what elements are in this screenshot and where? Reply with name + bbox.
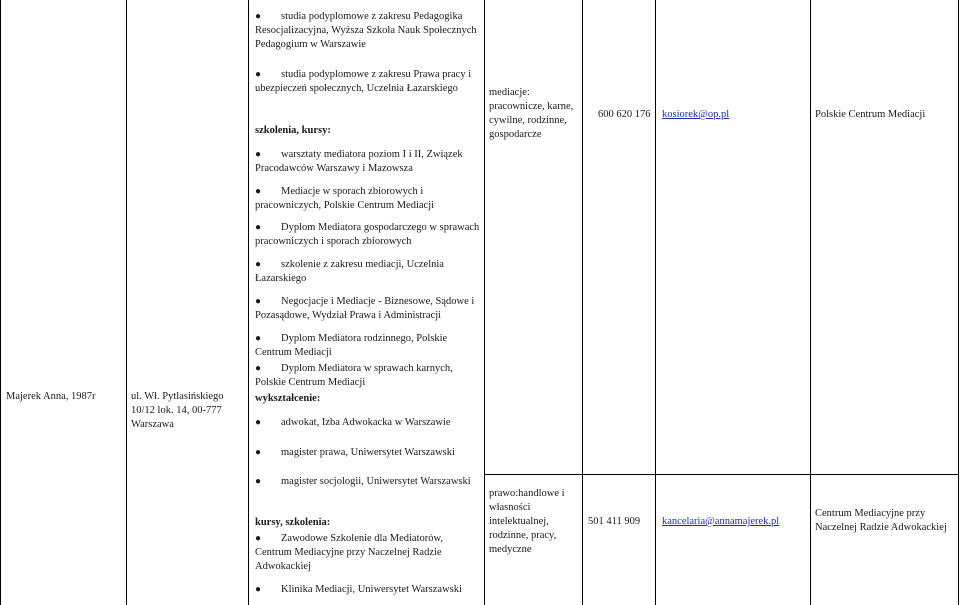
address-cell: ul. Wł. Pytlasińskiego 10/12 lok. 14, 00-777 Warszawa	[131, 391, 224, 430]
education-item: ● magister prawa, Uniwersytet Warszawski	[255, 447, 455, 458]
bullet-icon: ●	[255, 476, 262, 487]
col-border-education	[484, 0, 485, 605]
course-item: ● Negocjacje i Mediacje - Biznesowe, Sądowe i Pozasądowe, Wydział Prawa i Administracji	[255, 296, 475, 321]
bullet-icon: ●	[255, 417, 262, 428]
course-item: ● szkolenie z zakresu mediacji, Uczelnia Łazarskiego	[255, 259, 444, 284]
education-item: ● studia podyplomowe z zakresu Pedagogika Resocjalizacyjna, Wyższa Szkoła Nauk Społecznych Pedagogium w Warszawie	[255, 11, 477, 50]
col-border-name	[126, 0, 127, 605]
education-item: ● studia podyplomowe z zakresu Prawa pracy i ubezpieczeń społecznych, Uczelnia Łazarskiego	[255, 69, 472, 94]
email-link[interactable]: kosiorek@op.pl	[662, 109, 730, 120]
organization-cell: Polskie Centrum Mediacji	[815, 109, 926, 120]
course-item: ● warsztaty mediatora poziom I i II, Związek Pracodawców Warszawy i Mazowsza	[255, 149, 463, 174]
course-item: ● Dyplom Mediatora gospodarczego w sprawach pracowniczych i sporach zbiorowych	[255, 222, 480, 247]
course-item: ● Dyplom Mediatora rodzinnego, Polskie Centrum Mediacji	[255, 333, 448, 358]
bullet-icon: ●	[255, 296, 262, 307]
specialization-cell: prawo:handlowe i własności intelektualnej, rodzinne, pracy, medyczne	[489, 488, 565, 555]
bullet-icon: ●	[255, 11, 262, 22]
bullet-icon: ●	[255, 259, 262, 270]
bullet-icon: ●	[255, 149, 262, 160]
col-border-right	[958, 0, 959, 605]
education-item: ● magister socjologii, Uniwersytet Warszawski	[255, 476, 471, 487]
col-border-email	[810, 0, 811, 605]
col-border-specialization	[582, 0, 583, 605]
bullet-icon: ●	[255, 363, 262, 374]
bullet-icon: ●	[255, 533, 262, 544]
col-border-left	[0, 0, 1, 605]
course-item: ● Klinika Mediacji, Uniwersytet Warszawski	[255, 584, 462, 595]
bullet-icon: ●	[255, 584, 262, 595]
phone-cell: 600 620 176	[598, 109, 651, 120]
name-cell: Majerek Anna, 1987r	[6, 391, 96, 402]
row-separator	[484, 474, 959, 475]
course-item: ● Mediacje w sporach zbiorowych i pracowniczych, Polskie Centrum Mediacji	[255, 186, 435, 211]
course-item: ● Dyplom Mediatora w sprawach karnych, Polskie Centrum Mediacji	[255, 363, 453, 388]
courses-heading: szkolenia, kursy:	[255, 125, 331, 136]
bullet-icon: ●	[255, 69, 262, 80]
education-heading: wykształcenie:	[255, 393, 321, 404]
col-border-phone	[655, 0, 656, 605]
specialization-cell: mediacje: pracownicze, karne, cywilne, rodzinne, gospodarcze	[489, 87, 574, 140]
courses-heading: kursy, szkolenia:	[255, 517, 331, 528]
course-item: ● Zawodowe Szkolenie dla Mediatorów, Centrum Mediacyjne przy Naczelnej Radzie Adwokackiej	[255, 533, 444, 572]
bullet-icon: ●	[255, 333, 262, 344]
email-link[interactable]: kancelaria@annamajerek.pl	[662, 516, 780, 527]
phone-cell: 501 411 909	[588, 516, 641, 527]
bullet-icon: ●	[255, 222, 262, 233]
education-item: ● adwokat, Izba Adwokacka w Warszawie	[255, 417, 451, 428]
bullet-icon: ●	[255, 186, 262, 197]
bullet-icon: ●	[255, 447, 262, 458]
organization-cell: Centrum Mediacyjne przy Naczelnej Radzie Adwokackiej	[815, 508, 947, 533]
col-border-address	[248, 0, 249, 605]
